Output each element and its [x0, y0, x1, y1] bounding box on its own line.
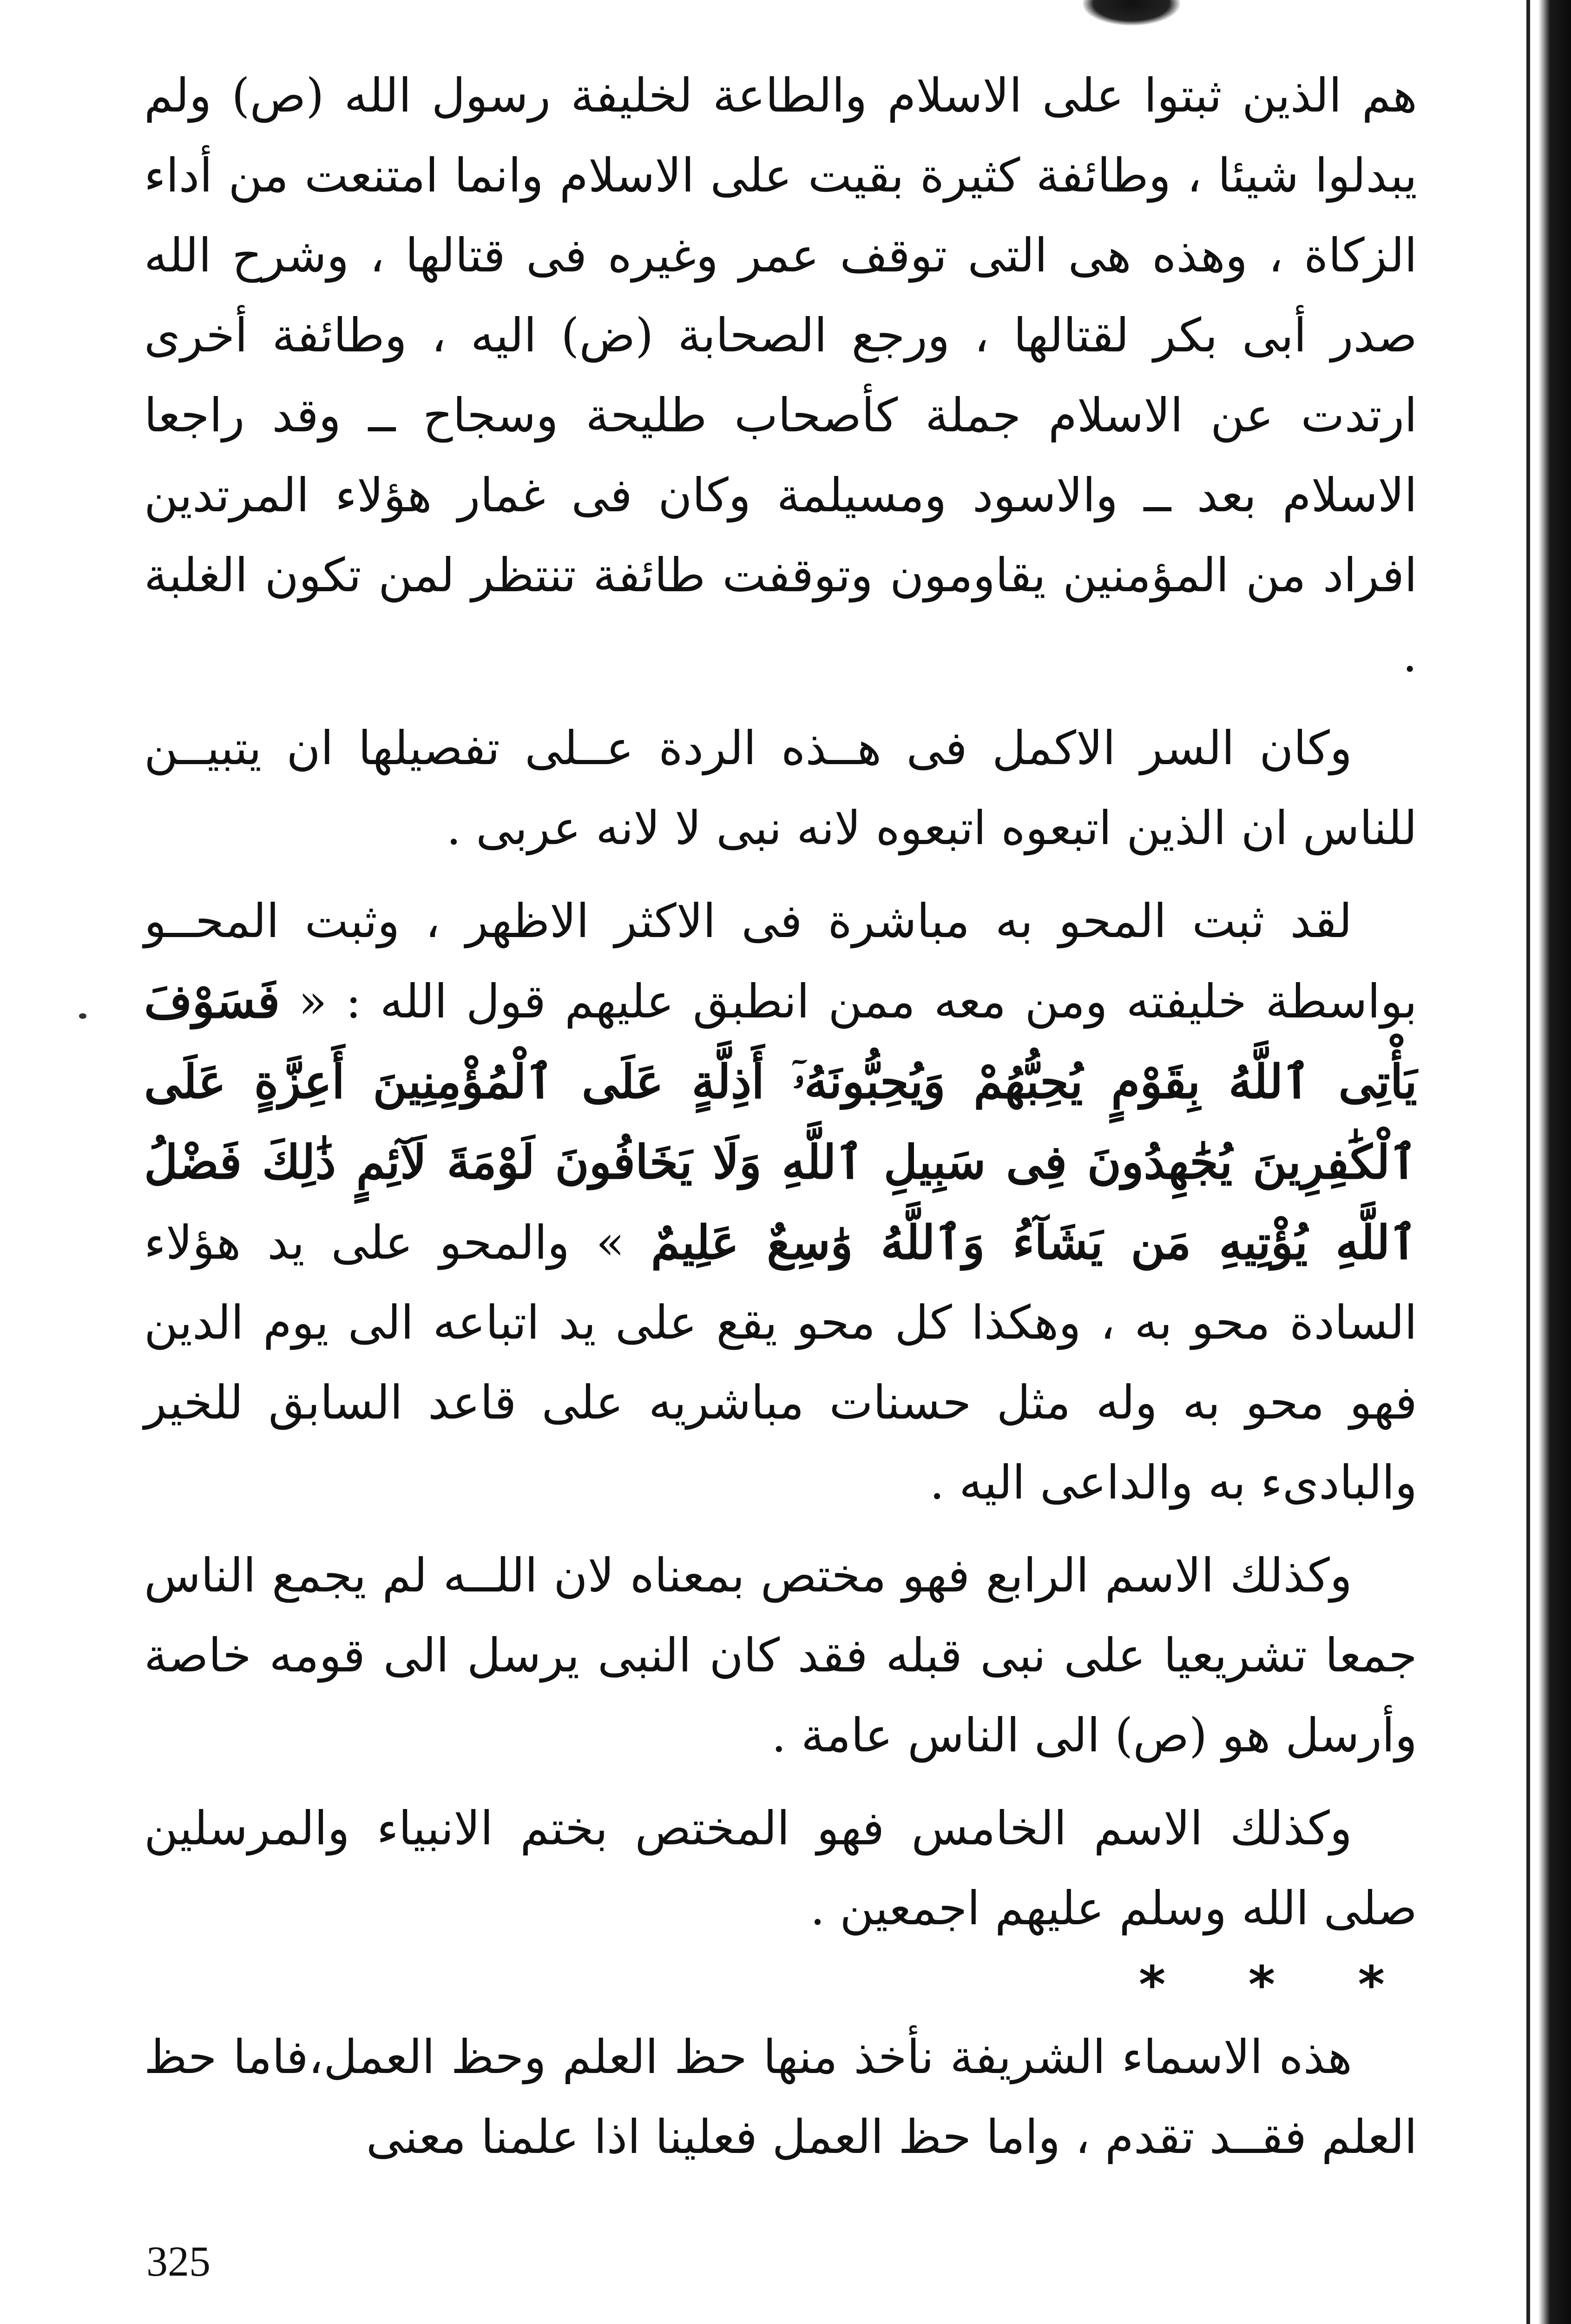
paragraph-fifth-name: وكذلك الاسم الخامس فهو المختص بختم الانبياء والمرسلين صلى الله وسلم عليهم اجمعين .	[144, 1801, 1417, 1935]
scan-speck	[79, 1013, 86, 1019]
paragraph-closing: هذه الاسماء الشريفة نأخذ منها حظ العلم وحظ العمل،فاما حظ العلم فقــد تقدم ، واما حظ العمل فعلينا اذا علمنا معنى	[144, 2030, 1417, 2164]
paragraph-effacement-verse	[144, 881, 1417, 1523]
scan-page-edge-shadow	[1538, 0, 1571, 2324]
scan-ink-blot	[1083, 0, 1180, 26]
paragraph-apostasy-groups: هم الذين ثبتوا على الاسلام والطاعة لخليفة رسول الله (ص) ولم يبدلوا شيئا ، وطائفة كثيرة بقيت على الاسلام وانما امتنعت من أداء الزكاة ، وهذه هى التى توقف عمر وغيره فى قتالها ، وشرح الله صدر أبى بكر لقتالها ، ورجع الصحابة (ض) اليه ، وطائفة أخرى ارتدت عن الاسلام جملة كأصحاب طليحة وسجاح ــ وقد راجعا الاسلام بعد ــ والاسود ومسيلمة وكان فى غمار هؤلاء المرتدين افراد من المؤمنين يقاومون وتوقفت طائفة تنتظر لمن تكون الغلبة .	[144, 68, 1418, 682]
quran-verse: فَسَوْفَ يَأْتِى ٱللَّهُ بِقَوْمٍ يُحِبُّهُمْ وَيُحِبُّونَهُۥٓ أَذِلَّةٍ عَلَى ٱلْمُؤْمِنِينَ أَعِزَّةٍ عَلَى ٱلْكَٰفِرِينَ يُجَٰهِدُونَ فِى سَبِيلِ ٱللَّهِ وَلَا يَخَافُونَ لَوْمَةَ لَآئِمٍ ذَٰلِكَ فَضْلُ ٱللَّهِ يُؤْتِيهِ مَن يَشَآءُ وَٱللَّهُ وَٰسِعٌ عَلِيمٌ	[144, 974, 1417, 1270]
section-separator: * * *	[1138, 1955, 1417, 2014]
paragraph-text-after-verse: » والمحو على يد هؤلاء السادة محو به ، وهكذا كل محو يقع على يد اتباعه الى يوم الدين فهو محو به وله مثل حسنات مباشريه على قاعد السابق للخير والبادىء به والداعى اليه .	[144, 1215, 1417, 1510]
scan-page-edge-line	[1526, 0, 1530, 2324]
paragraph-fourth-name: وكذلك الاسم الرابع فهو مختص بمعناه لان اللــه لم يجمع الناس جمعا تشريعيا على نبى قبله فقد كان النبى يرسل الى قومه خاصة وأرسل هو (ص) الى الناس عامة .	[144, 1548, 1417, 1763]
page-number: 325	[146, 2238, 210, 2285]
page-body-text	[144, 56, 1417, 2190]
paragraph-text-before-verse: لقد ثبت المحو به مباشرة فى الاكثر الاظهر ، وثبت المحــو بواسطة خليفته ومن معه ممن انطبق عليهم قول الله : «	[144, 894, 1417, 1029]
paragraph-secret-of-apostasy: وكان السر الاكمل فى هــذه الردة عــلى تفصيلها ان يتبيــن للناس ان الذين اتبعوه اتبعوه لانه نبى لا لانه عربى .	[144, 721, 1417, 855]
